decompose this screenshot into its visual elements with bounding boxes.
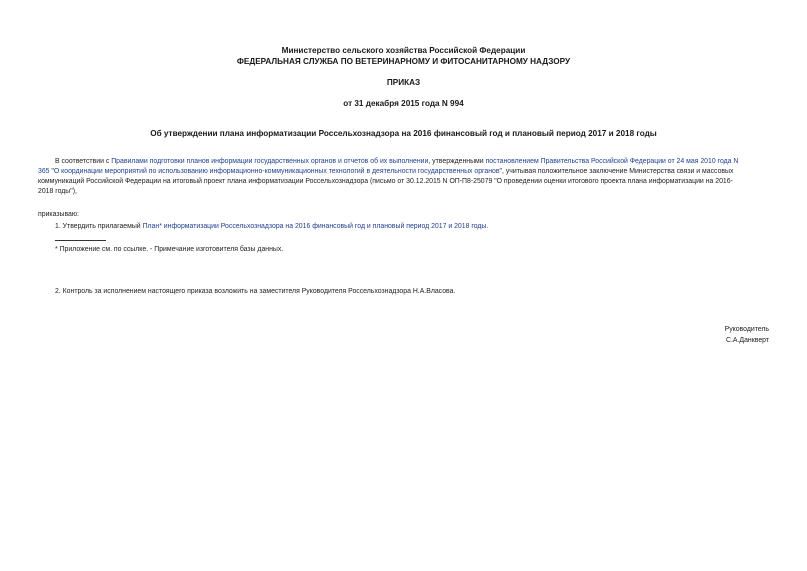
item-2: 2. Контроль за исполнением настоящего приказа возложить на заместителя Руководителя Россельхознадзора Н.А.Власова. — [55, 288, 456, 295]
item-1-text: 1. Утвердить прилагаемый — [55, 223, 143, 230]
doc-type-heading: ПРИКАЗ — [386, 78, 421, 87]
preamble-text: В соответствии с — [55, 158, 112, 165]
preamble-line-3: коммуникаций Российской Федерации на итоговый проект плана информатизации Россельхознадзора (письмо от 30.12.2015 N ОП-П8-25079 "О проведении оценки итогового проекта плана информатизации на 2016- — [38, 178, 733, 185]
document-title: Об утверждении плана информатизации Россельхознадзора на 2016 финансовый год и плановый период 2017 и 2018 годы — [150, 129, 657, 138]
service-heading: ФЕДЕРАЛЬНАЯ СЛУЖБА ПО ВЕТЕРИНАРНОМУ И ФИТОСАНИТАРНОМУ НАДЗОРУ — [236, 57, 571, 66]
item-1-link-text[interactable]: * информатизации Россельхознадзора на 2016 финансовый год и плановый период 2017 и 2018 годы. — [159, 223, 489, 230]
rules-link[interactable]: Правилами подготовки планов информации государственных органов и отчетов об их выполнении — [111, 158, 429, 165]
signature-role: Руководитель — [724, 326, 769, 333]
decree-link-continued[interactable]: 365 — [38, 168, 50, 175]
footnote-text: * Приложение см. по ссылке. - Примечание изготовителя базы данных. — [55, 246, 284, 253]
decree-link[interactable]: постановлением Правительства Российской Федерации от 24 мая 2010 года N — [485, 158, 739, 165]
signature-name: С.А.Данкверт — [726, 337, 769, 344]
preamble-line-1 — [55, 157, 738, 167]
date-number: от 31 декабря 2015 года N 994 — [343, 99, 464, 108]
preamble-line-4: 2018 годы"), — [38, 188, 77, 195]
coordination-link[interactable]: О координации мероприятий по использованию информационно-коммуникационных технологий в деятельности государственных органов — [53, 168, 500, 175]
order-word: приказываю: — [38, 211, 79, 218]
preamble-text: ", учитывая положительное заключение Министерства связи и массовых — [499, 168, 734, 175]
preamble-text: " — [49, 168, 54, 175]
item-1 — [55, 222, 488, 232]
plan-link[interactable]: План — [142, 223, 160, 230]
ministry-heading: Министерство сельского хозяйства Российской Федерации — [281, 46, 526, 55]
preamble-line-2 — [38, 167, 733, 177]
preamble-text: , утвержденными — [428, 158, 486, 165]
footnote-divider — [55, 240, 106, 241]
